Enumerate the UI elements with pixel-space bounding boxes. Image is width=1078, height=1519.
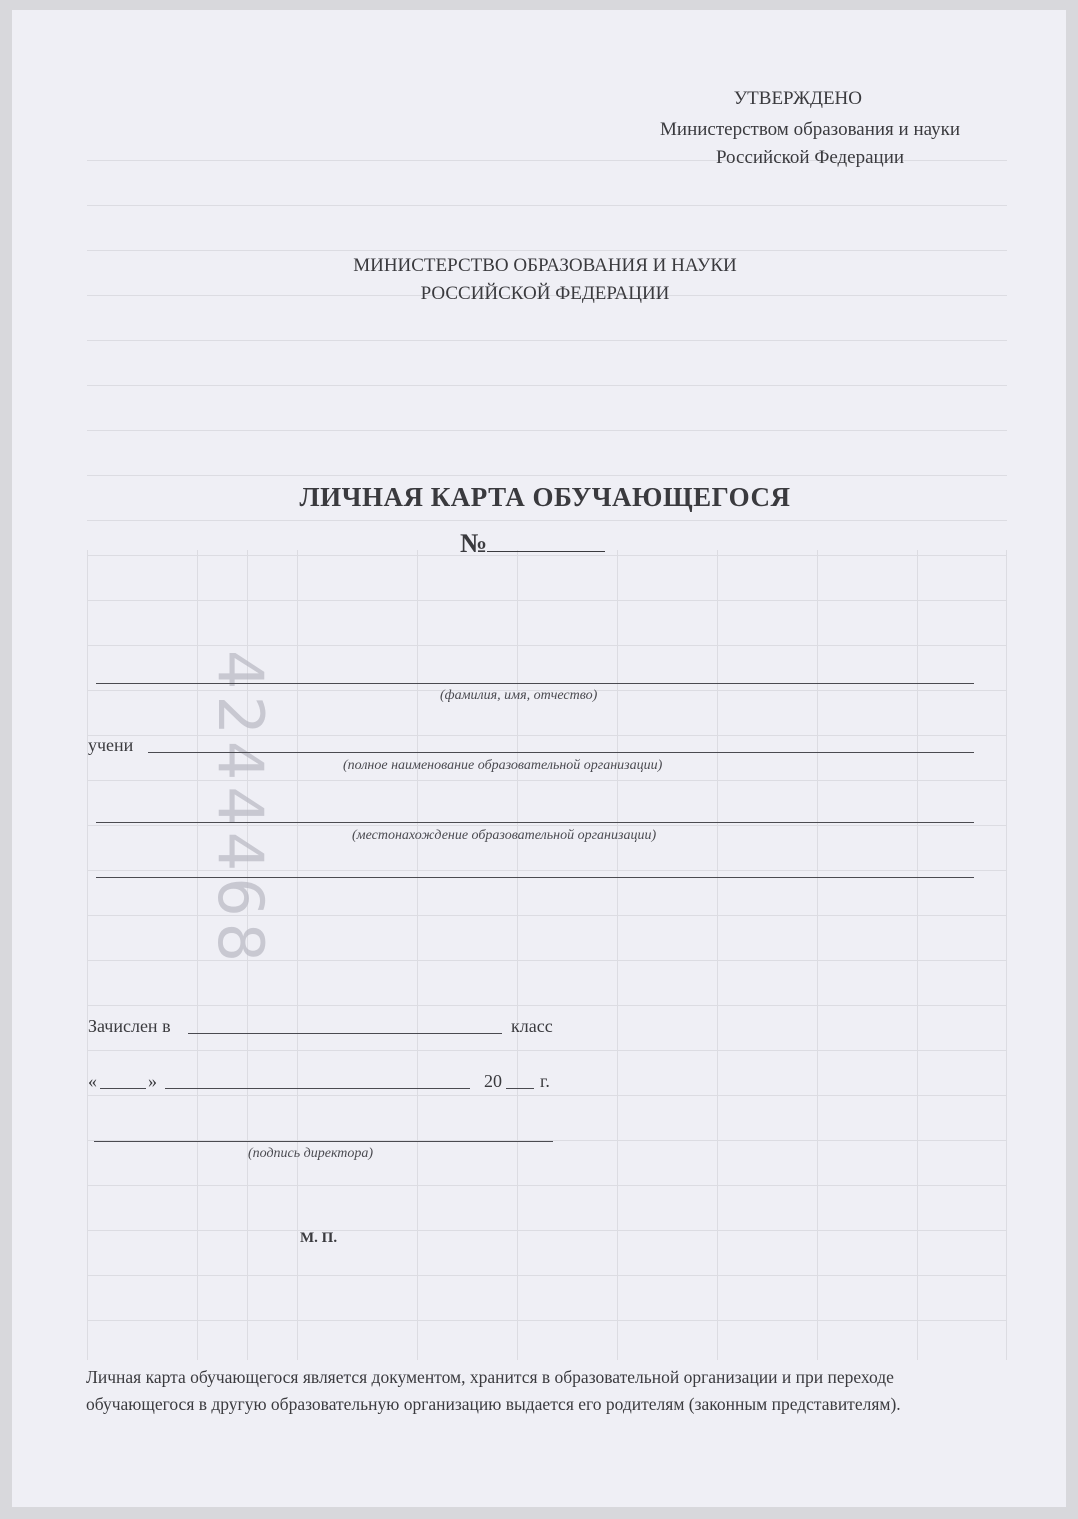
org-location-field[interactable]	[96, 822, 974, 823]
year-suffix: г.	[540, 1071, 550, 1091]
footer-note	[86, 1364, 901, 1418]
org-location-field-2[interactable]	[96, 877, 974, 878]
day-field[interactable]	[100, 1088, 146, 1089]
footer-line-1: Личная карта обучающегося является документом, хранится в образовательной организации и при переходе	[86, 1367, 894, 1387]
fio-caption: (фамилия, имя, отчество)	[440, 688, 598, 703]
card-number	[460, 528, 605, 559]
ministry-line-2: РОССИЙСКОЙ ФЕДЕРАЦИИ	[420, 283, 670, 304]
document-page	[12, 10, 1066, 1507]
approval-line-1: Министерством образования и науки	[660, 119, 960, 140]
org-name-caption: (полное наименование образовательной организации)	[343, 758, 663, 773]
org-location-caption: (местонахождение образовательной организации)	[352, 828, 657, 843]
approval-heading: УТВЕРЖДЕНО	[733, 88, 862, 109]
document-title: ЛИЧНАЯ КАРТА ОБУЧАЮЩЕГОСЯ	[299, 482, 791, 512]
signature-caption: (подпись директора)	[248, 1146, 374, 1161]
year-prefix: 20	[484, 1071, 502, 1091]
study-label: учени	[88, 735, 134, 755]
year-field[interactable]	[506, 1088, 534, 1089]
month-field[interactable]	[165, 1088, 470, 1089]
director-signature-field[interactable]	[94, 1141, 553, 1142]
class-field[interactable]	[188, 1033, 502, 1034]
enrolled-label: Зачислен в	[88, 1016, 171, 1036]
org-name-field[interactable]	[148, 752, 974, 753]
approval-authority	[660, 116, 960, 172]
fio-field[interactable]	[96, 683, 974, 684]
ministry-header	[12, 252, 1066, 308]
footer-line-2: обучающегося в другую образовательную организацию выдается его родителям (законным представителям).	[86, 1394, 901, 1414]
class-label: класс	[511, 1016, 553, 1036]
date-open-quote: «	[88, 1071, 97, 1091]
number-sign: №	[460, 528, 488, 558]
seal-label: М. П.	[300, 1230, 338, 1246]
bleed-through-number: 4244468	[204, 650, 277, 969]
card-number-field[interactable]	[487, 529, 605, 552]
approval-line-2: Российской Федерации	[715, 147, 905, 168]
ministry-line-1: МИНИСТЕРСТВО ОБРАЗОВАНИЯ И НАУКИ	[353, 255, 737, 276]
date-close-quote: »	[148, 1071, 157, 1091]
